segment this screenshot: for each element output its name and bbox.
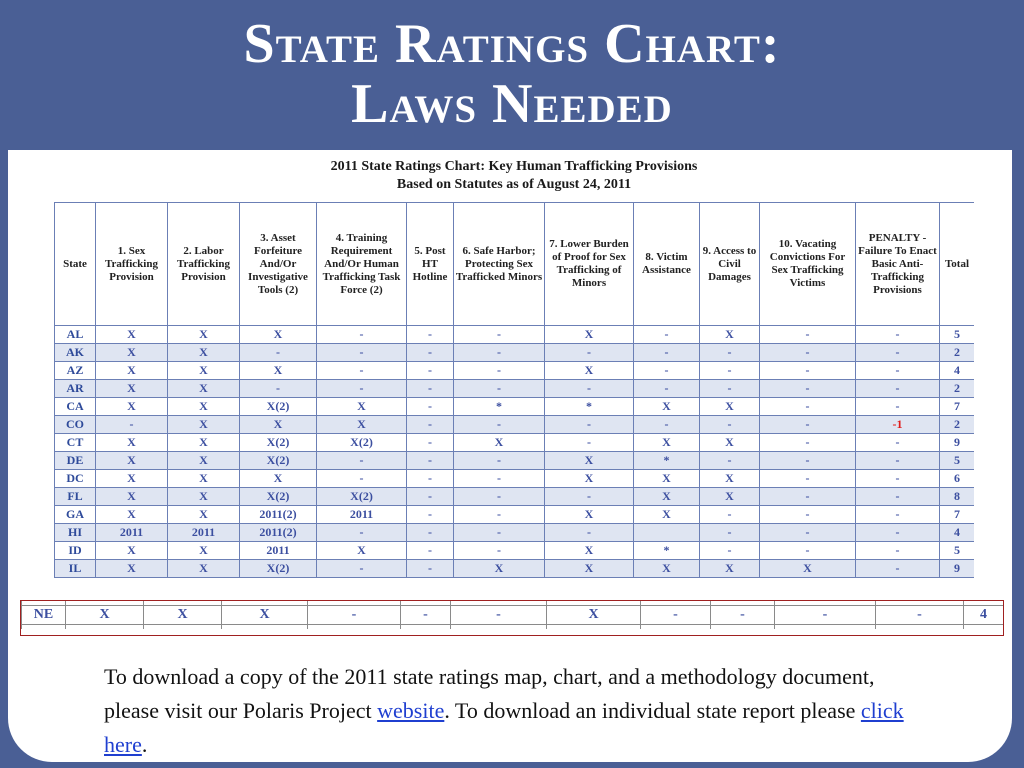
- rating-cell: -: [308, 606, 401, 625]
- rating-cell: X: [168, 542, 240, 560]
- rating-cell: X: [700, 434, 760, 452]
- table-body: [55, 326, 975, 578]
- rating-cell: -: [454, 326, 545, 344]
- state-cell: AR: [55, 380, 96, 398]
- table-row: [55, 434, 975, 452]
- rating-cell: -: [700, 452, 760, 470]
- rating-cell: -: [407, 326, 454, 344]
- rating-cell: -: [317, 326, 407, 344]
- rating-cell: X: [454, 560, 545, 578]
- rating-cell: -: [407, 560, 454, 578]
- state-cell: FL: [55, 488, 96, 506]
- rating-cell: X: [96, 542, 168, 560]
- rating-cell: -: [451, 606, 547, 625]
- rating-cell: X: [168, 470, 240, 488]
- rating-cell: X: [96, 470, 168, 488]
- rating-cell: X: [96, 506, 168, 524]
- rating-cell: X: [96, 362, 168, 380]
- rating-cell: -: [760, 506, 856, 524]
- rating-cell: -: [856, 506, 940, 524]
- rating-cell: X(2): [240, 560, 317, 578]
- rating-cell: X: [168, 560, 240, 578]
- rating-cell: X: [700, 398, 760, 416]
- rating-cell: 9: [940, 434, 975, 452]
- rating-cell: 2011: [96, 524, 168, 542]
- column-header: 4. Training Requirement And/Or Human Trafficking Task Force (2): [317, 203, 407, 326]
- rating-cell: -: [545, 524, 634, 542]
- column-header: PENALTY - Failure To Enact Basic Anti-Trafficking Provisions: [856, 203, 940, 326]
- rating-cell: -: [856, 452, 940, 470]
- rating-cell: X: [545, 452, 634, 470]
- rating-cell: X: [545, 362, 634, 380]
- rating-cell: 7: [940, 398, 975, 416]
- rating-cell: -: [760, 470, 856, 488]
- rating-cell: X: [168, 344, 240, 362]
- rating-cell: -: [454, 344, 545, 362]
- rating-cell: 2: [940, 416, 975, 434]
- rating-cell: 4: [964, 606, 1004, 625]
- rating-cell: 2011: [240, 542, 317, 560]
- rating-cell: -: [700, 362, 760, 380]
- rating-cell: 2011(2): [240, 506, 317, 524]
- rating-cell: -: [407, 398, 454, 416]
- state-cell: HI: [55, 524, 96, 542]
- rating-cell: -: [407, 542, 454, 560]
- rating-cell: -: [700, 416, 760, 434]
- rating-cell: -: [856, 362, 940, 380]
- rating-cell: -: [775, 606, 876, 625]
- rating-cell: -: [454, 524, 545, 542]
- rating-cell: X: [634, 398, 700, 416]
- rating-cell: X: [240, 362, 317, 380]
- rating-cell: -: [856, 560, 940, 578]
- state-cell: CA: [55, 398, 96, 416]
- rating-cell: -: [545, 488, 634, 506]
- rating-cell: -: [545, 434, 634, 452]
- rating-cell: -: [634, 416, 700, 434]
- rating-cell: X: [317, 398, 407, 416]
- rating-cell: -: [760, 416, 856, 434]
- rating-cell: 2011: [168, 524, 240, 542]
- rating-cell: -: [96, 416, 168, 434]
- state-cell: CO: [55, 416, 96, 434]
- rating-cell: -: [634, 380, 700, 398]
- column-header: 8. Victim Assistance: [634, 203, 700, 326]
- column-header: 3. Asset Forfeiture And/Or Investigative Tools (2): [240, 203, 317, 326]
- rating-cell: -: [454, 470, 545, 488]
- rating-cell: X: [222, 606, 308, 625]
- rating-cell: -: [407, 470, 454, 488]
- table-row: [55, 524, 975, 542]
- rating-cell: -: [856, 326, 940, 344]
- rating-cell: -: [856, 398, 940, 416]
- rating-cell: X: [96, 560, 168, 578]
- state-cell: GA: [55, 506, 96, 524]
- click-here-link[interactable]: click here: [104, 698, 904, 757]
- rating-cell: -: [317, 344, 407, 362]
- rating-cell: 5: [940, 452, 975, 470]
- rating-cell: X: [760, 560, 856, 578]
- rating-cell: -: [317, 452, 407, 470]
- column-header: 5. Post HT Hotline: [407, 203, 454, 326]
- callout-ghost-row-bottom: [22, 625, 1004, 630]
- slide-title-line2: Laws Needed: [351, 73, 673, 135]
- ratings-table: [54, 202, 974, 578]
- footer-text-2: . To download an individual state report please: [444, 698, 861, 723]
- rating-cell: -: [856, 344, 940, 362]
- column-header: State: [55, 203, 96, 326]
- rating-cell: -: [454, 506, 545, 524]
- table-row: [55, 326, 975, 344]
- rating-cell: -: [407, 524, 454, 542]
- rating-cell: X: [700, 326, 760, 344]
- rating-cell: X(2): [240, 452, 317, 470]
- rating-cell: -: [401, 606, 451, 625]
- rating-cell: X(2): [240, 398, 317, 416]
- rating-cell: X: [454, 434, 545, 452]
- state-cell: ID: [55, 542, 96, 560]
- chart-title-line2: Based on Statutes as of August 24, 2011: [396, 177, 632, 192]
- rating-cell: 2011(2): [240, 524, 317, 542]
- rating-cell: -: [760, 488, 856, 506]
- rating-cell: -: [711, 606, 775, 625]
- rating-cell: X: [634, 488, 700, 506]
- rating-cell: X: [545, 470, 634, 488]
- rating-cell: -: [407, 362, 454, 380]
- rating-cell: 2011: [317, 506, 407, 524]
- rating-cell: -: [700, 344, 760, 362]
- rating-cell: X: [96, 380, 168, 398]
- table-row: [55, 380, 975, 398]
- rating-cell: -: [700, 524, 760, 542]
- rating-cell: *: [634, 452, 700, 470]
- rating-cell: X: [317, 416, 407, 434]
- column-header: 6. Safe Harbor; Protecting Sex Trafficked Minors: [454, 203, 545, 326]
- rating-cell: X: [634, 434, 700, 452]
- rating-cell: -: [760, 524, 856, 542]
- rating-cell: X: [168, 362, 240, 380]
- table-row: [55, 560, 975, 578]
- chart-title: [54, 158, 974, 194]
- rating-cell: X: [317, 542, 407, 560]
- state-cell: IL: [55, 560, 96, 578]
- column-header: 2. Labor Trafficking Provision: [168, 203, 240, 326]
- column-header: 9. Access to Civil Damages: [700, 203, 760, 326]
- table-row: [55, 344, 975, 362]
- state-cell: DE: [55, 452, 96, 470]
- rating-cell: -: [634, 344, 700, 362]
- state-cell: NE: [22, 606, 66, 625]
- rating-cell: -: [407, 416, 454, 434]
- table-row: [55, 416, 975, 434]
- rating-cell: -: [634, 362, 700, 380]
- rating-cell: 2: [940, 344, 975, 362]
- rating-cell: -: [407, 452, 454, 470]
- column-header: Total: [940, 203, 975, 326]
- rating-cell: X: [96, 434, 168, 452]
- rating-cell: X: [96, 344, 168, 362]
- state-cell: DC: [55, 470, 96, 488]
- rating-cell: X: [96, 398, 168, 416]
- rating-cell: -: [700, 542, 760, 560]
- rating-cell: -: [240, 380, 317, 398]
- rating-cell: X: [545, 506, 634, 524]
- rating-cell: X: [547, 606, 641, 625]
- rating-cell: X: [240, 470, 317, 488]
- callout-row-ne: [22, 606, 1004, 625]
- rating-cell: -: [317, 380, 407, 398]
- table-row: [55, 470, 975, 488]
- rating-cell: *: [454, 398, 545, 416]
- rating-cell: -: [317, 524, 407, 542]
- table-row: [55, 398, 975, 416]
- rating-cell: X: [168, 416, 240, 434]
- rating-cell: X(2): [240, 488, 317, 506]
- rating-cell: X: [96, 452, 168, 470]
- highlighted-row-callout: [20, 600, 1004, 636]
- state-cell: AK: [55, 344, 96, 362]
- rating-cell: 7: [940, 506, 975, 524]
- rating-cell: -: [760, 434, 856, 452]
- state-cell: CT: [55, 434, 96, 452]
- rating-cell: 4: [940, 524, 975, 542]
- rating-cell: -: [876, 606, 964, 625]
- rating-cell: -: [760, 452, 856, 470]
- rating-cell: -: [240, 344, 317, 362]
- rating-cell: X: [545, 560, 634, 578]
- rating-cell: -: [407, 506, 454, 524]
- table-header-row: [55, 203, 975, 326]
- rating-cell: X: [700, 488, 760, 506]
- rating-cell: X: [545, 542, 634, 560]
- rating-cell: -: [856, 488, 940, 506]
- rating-cell: -: [641, 606, 711, 625]
- rating-cell: -: [545, 380, 634, 398]
- footer-text-3: .: [141, 732, 148, 757]
- rating-cell: 5: [940, 542, 975, 560]
- rating-cell: X: [96, 326, 168, 344]
- rating-cell: -: [856, 542, 940, 560]
- rating-cell: -: [317, 470, 407, 488]
- rating-cell: X: [634, 506, 700, 524]
- rating-cell: X: [168, 452, 240, 470]
- rating-cell: X: [634, 560, 700, 578]
- rating-cell: -: [760, 362, 856, 380]
- rating-cell: 9: [940, 560, 975, 578]
- rating-cell: -: [760, 380, 856, 398]
- slide-title: [0, 14, 1024, 134]
- slide-title-line1: State Ratings Chart:: [243, 13, 781, 75]
- rating-cell: X: [168, 434, 240, 452]
- rating-cell: X: [634, 470, 700, 488]
- rating-cell: -: [545, 344, 634, 362]
- rating-cell: -: [317, 362, 407, 380]
- rating-cell: X: [168, 506, 240, 524]
- rating-cell: 5: [940, 326, 975, 344]
- rating-cell: -: [407, 488, 454, 506]
- rating-cell: -: [407, 380, 454, 398]
- rating-cell: X: [168, 326, 240, 344]
- rating-cell: X: [144, 606, 222, 625]
- rating-cell: X: [240, 326, 317, 344]
- table-row: [55, 542, 975, 560]
- rating-cell: -: [317, 560, 407, 578]
- website-link[interactable]: website: [377, 698, 445, 723]
- download-instructions: [104, 660, 904, 762]
- rating-cell: -: [760, 542, 856, 560]
- rating-cell: -: [454, 488, 545, 506]
- column-header: 10. Vacating Convictions For Sex Trafficking Victims: [760, 203, 856, 326]
- rating-cell: -: [454, 416, 545, 434]
- chart-title-line1: 2011 State Ratings Chart: Key Human Trafficking Provisions: [330, 159, 698, 174]
- rating-cell: X: [168, 398, 240, 416]
- rating-cell: 4: [940, 362, 975, 380]
- footer-text-1: To download a copy of the 2011 state ratings map, chart, and a methodology document, please visit our Polaris Project: [104, 664, 875, 723]
- rating-cell: 6: [940, 470, 975, 488]
- rating-cell: -: [856, 434, 940, 452]
- rating-cell: X(2): [317, 488, 407, 506]
- rating-cell: -: [760, 398, 856, 416]
- rating-cell: 2: [940, 380, 975, 398]
- rating-cell: X: [700, 560, 760, 578]
- rating-cell: X: [96, 488, 168, 506]
- table-row: [55, 452, 975, 470]
- rating-cell: -: [856, 380, 940, 398]
- rating-cell: X(2): [240, 434, 317, 452]
- table-row: [55, 488, 975, 506]
- rating-cell: -: [454, 380, 545, 398]
- rating-cell: -: [700, 506, 760, 524]
- callout-table: [21, 601, 1004, 629]
- rating-cell: X: [700, 470, 760, 488]
- rating-cell: -: [407, 434, 454, 452]
- rating-cell: -: [760, 344, 856, 362]
- rating-cell: -: [700, 380, 760, 398]
- rating-cell: X: [240, 416, 317, 434]
- rating-cell: -1: [856, 416, 940, 434]
- rating-cell: *: [634, 542, 700, 560]
- rating-cell: [634, 524, 700, 542]
- rating-cell: -: [454, 542, 545, 560]
- rating-cell: -: [760, 326, 856, 344]
- rating-cell: -: [454, 362, 545, 380]
- rating-cell: *: [545, 398, 634, 416]
- column-header: 1. Sex Trafficking Provision: [96, 203, 168, 326]
- state-cell: AZ: [55, 362, 96, 380]
- state-cell: AL: [55, 326, 96, 344]
- rating-cell: 8: [940, 488, 975, 506]
- rating-cell: -: [407, 344, 454, 362]
- rating-cell: -: [545, 416, 634, 434]
- rating-cell: X(2): [317, 434, 407, 452]
- table-row: [55, 506, 975, 524]
- rating-cell: -: [454, 452, 545, 470]
- rating-cell: -: [856, 470, 940, 488]
- rating-cell: X: [168, 488, 240, 506]
- column-header: 7. Lower Burden of Proof for Sex Trafficking of Minors: [545, 203, 634, 326]
- rating-cell: X: [66, 606, 144, 625]
- rating-cell: -: [634, 326, 700, 344]
- rating-cell: X: [168, 380, 240, 398]
- table-row: [55, 362, 975, 380]
- rating-cell: X: [545, 326, 634, 344]
- ratings-chart-image: [54, 158, 974, 582]
- rating-cell: -: [856, 524, 940, 542]
